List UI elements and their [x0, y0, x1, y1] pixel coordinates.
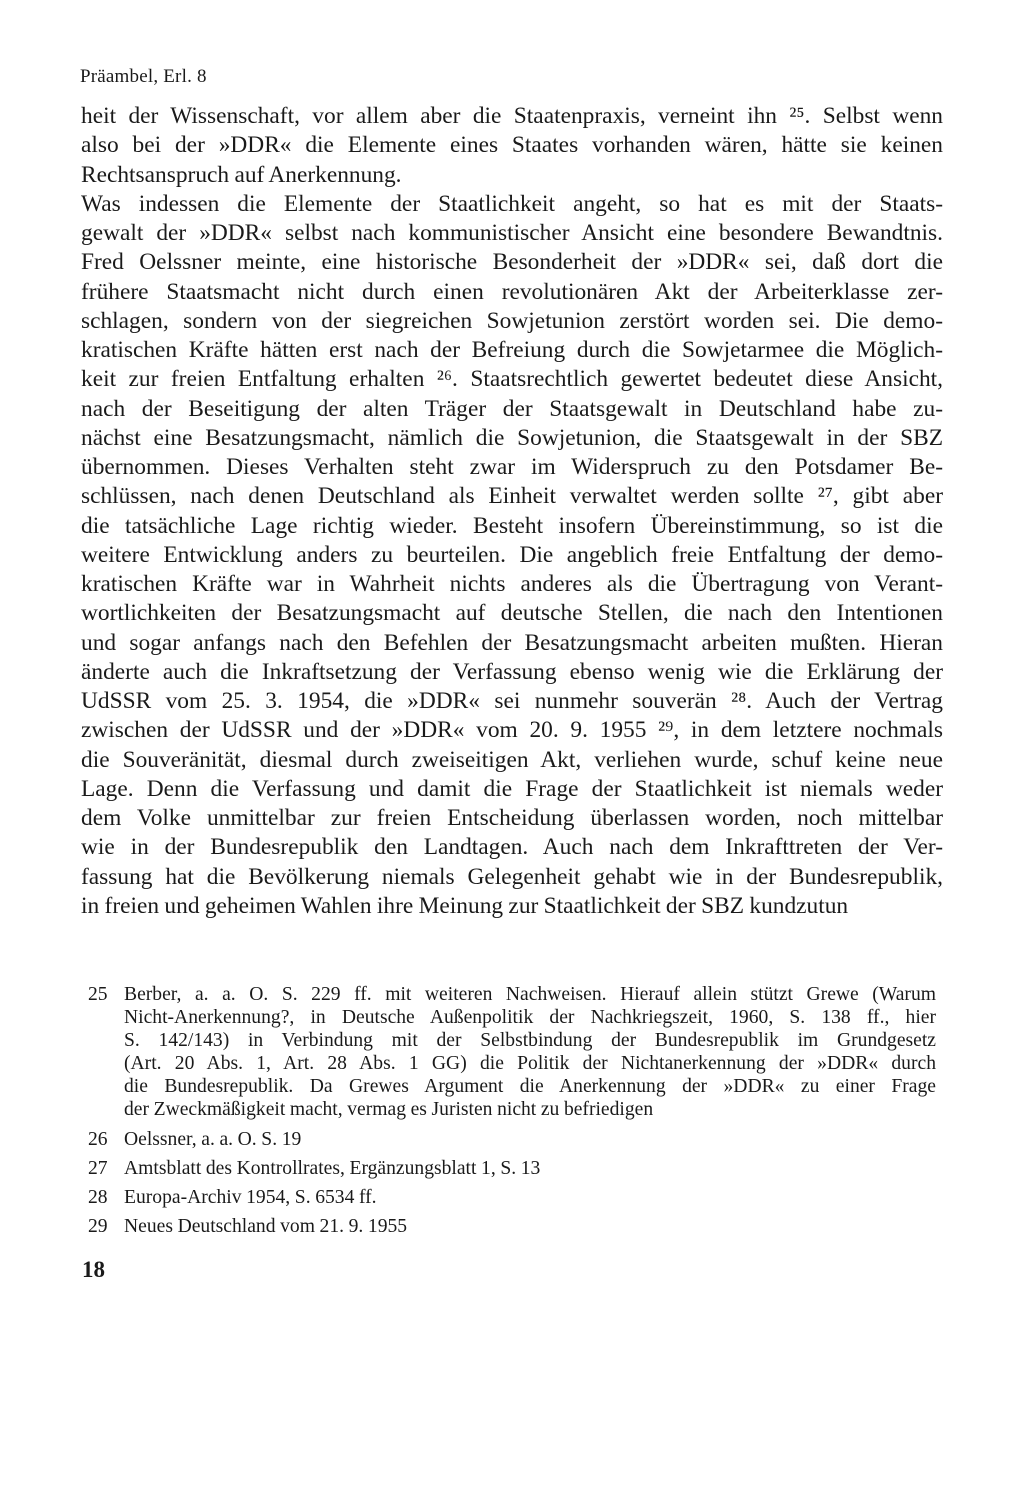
footnote-line: Berber, a. a. O. S. 229 ff. mit weiteren Nachweisen. Hierauf allein stützt Grewe (Warum	[124, 984, 936, 1005]
footnote-number: 27	[88, 1157, 108, 1179]
body-line: fassung hat die Bevölkerung niemals Gelegenheit gehabt wie in der Bundesrepublik,	[81, 863, 943, 890]
footnote	[88, 1157, 936, 1180]
footnote	[88, 1128, 936, 1151]
body-line: die tatsächliche Lage richtig wieder. Besteht insofern Übereinstimmung, so ist die	[81, 512, 943, 539]
body-line: UdSSR vom 25. 3. 1954, die »DDR« sei nunmehr souverän ²⁸. Auch der Vertrag	[81, 688, 943, 714]
footnote-number: 26	[88, 1128, 108, 1150]
footnote-text	[124, 983, 936, 1122]
footnote-number: 29	[88, 1215, 108, 1237]
body-line: Rechtsanspruch auf Anerkennung.	[81, 161, 402, 188]
footnote-line: der Zweckmäßigkeit macht, vermag es Juristen nicht zu befriedigen	[124, 1099, 654, 1121]
body-line: heit der Wissenschaft, vor allem aber die Staatenpraxis, verneint ihn ²⁵. Selbst wenn	[81, 103, 943, 129]
footnote-text	[124, 1186, 936, 1209]
body-line: schlagen, sondern von der siegreichen Sowjetunion zerstört worden sei. Die demo-	[81, 307, 943, 334]
footnote-text	[124, 1215, 936, 1238]
body-line: Fred Oelssner meinte, eine historische Besonderheit der »DDR« sei, daß dort die	[81, 249, 943, 276]
footnote-text	[124, 1128, 936, 1151]
footnote	[88, 1215, 936, 1238]
body-line: wie in der Bundesrepublik den Landtagen. Auch nach dem Inkrafttreten der Ver-	[81, 834, 943, 861]
footnote-line: die Bundesrepublik. Da Grewes Argument die Anerkennung der »DDR« zu einer Frage	[124, 1076, 936, 1098]
body-line: kratischen Kräfte war in Wahrheit nichts anderes als die Übertragung von Verant-	[81, 571, 943, 597]
body-line: wortlichkeiten der Besatzungsmacht auf deutsche Stellen, die nach den Intentionen	[81, 600, 943, 627]
body-line: Lage. Denn die Verfassung und damit die Frage der Staatlichkeit ist niemals weder	[81, 775, 943, 802]
body-line: die Souveränität, diesmal durch zweiseitigen Akt, verliehen wurde, schuf keine neue	[81, 746, 943, 773]
body-line: nach der Beseitigung der alten Träger der Staatsgewalt in Deutschland habe zu-	[81, 395, 943, 422]
body-line: in freien und geheimen Wahlen ihre Meinung zur Staatlichkeit der SBZ kundzutun	[81, 892, 849, 919]
footnote-line: S. 142/143) in Verbindung mit der Selbstbindung der Bundesrepublik im Grundgesetz	[124, 1030, 936, 1052]
body-line: kratischen Kräfte hätten erst nach der Befreiung durch die Sowjetarmee die Möglich-	[81, 337, 943, 363]
body-text	[81, 102, 943, 921]
body-line: frühere Staatsmacht nicht durch einen revolutionären Akt der Arbeiterklasse zer-	[81, 278, 943, 305]
body-line: zwischen der UdSSR und der »DDR« vom 20. 9. 1955 ²⁹, in dem letztere nochmals	[81, 717, 943, 744]
footnote-number: 28	[88, 1186, 108, 1208]
footnote-text	[124, 1157, 936, 1180]
footnotes	[88, 983, 936, 1238]
body-line: weitere Entwicklung anders zu beurteilen. Die angeblich freie Entfaltung der demo-	[81, 541, 943, 568]
body-line: nächst eine Besatzungsmacht, nämlich die Sowjetunion, die Staatsgewalt in der SBZ	[81, 424, 943, 451]
footnote-line: Nicht-Anerkennung?, in Deutsche Außenpolitik der Nachkriegszeit, 1960, S. 138 ff., hier	[124, 1007, 936, 1029]
body-line: also bei der »DDR« die Elemente eines Staates vorhanden wären, hätte sie keinen	[81, 132, 943, 159]
footnote-line: Europa-Archiv 1954, S. 6534 ff.	[124, 1186, 377, 1208]
body-line: und sogar anfangs nach den Befehlen der Besatzungsmacht arbeiten mußten. Hieran	[81, 629, 943, 656]
footnote-line: Oelssner, a. a. O. S. 19	[124, 1128, 302, 1150]
page-number: 18	[82, 1257, 105, 1282]
body-line: schlüssen, nach denen Deutschland als Einheit verwaltet werden sollte ²⁷, gibt aber	[81, 483, 943, 510]
footnote	[88, 1186, 936, 1209]
body-line: keit zur freien Entfaltung erhalten ²⁶. Staatsrechtlich gewertet bedeutet diese Ansicht,	[81, 366, 943, 393]
running-head: Präambel, Erl. 8	[80, 66, 207, 87]
body-line: übernommen. Dieses Verhalten steht zwar im Widerspruch zu den Potsdamer Be-	[81, 454, 943, 480]
footnote	[88, 983, 936, 1122]
footnote-line: (Art. 20 Abs. 1, Art. 28 Abs. 1 GG) die Politik der Nichtanerkennung der »DDR« durch	[124, 1053, 936, 1075]
body-line: dem Volke unmittelbar zur freien Entscheidung überlassen worden, noch mittelbar	[81, 805, 943, 831]
body-line: gewalt der »DDR« selbst nach kommunistischer Ansicht eine besondere Bewandtnis.	[81, 220, 943, 246]
footnote-number: 25	[88, 984, 108, 1005]
body-line: änderte auch die Inkraftsetzung der Verfassung ebenso wenig wie die Erklärung der	[81, 658, 943, 685]
footnote-line: Neues Deutschland vom 21. 9. 1955	[124, 1215, 408, 1237]
body-line: Was indessen die Elemente der Staatlichkeit angeht, so hat es mit der Staats-	[81, 190, 943, 217]
footnote-line: Amtsblatt des Kontrollrates, Ergänzungsblatt 1, S. 13	[124, 1157, 541, 1179]
